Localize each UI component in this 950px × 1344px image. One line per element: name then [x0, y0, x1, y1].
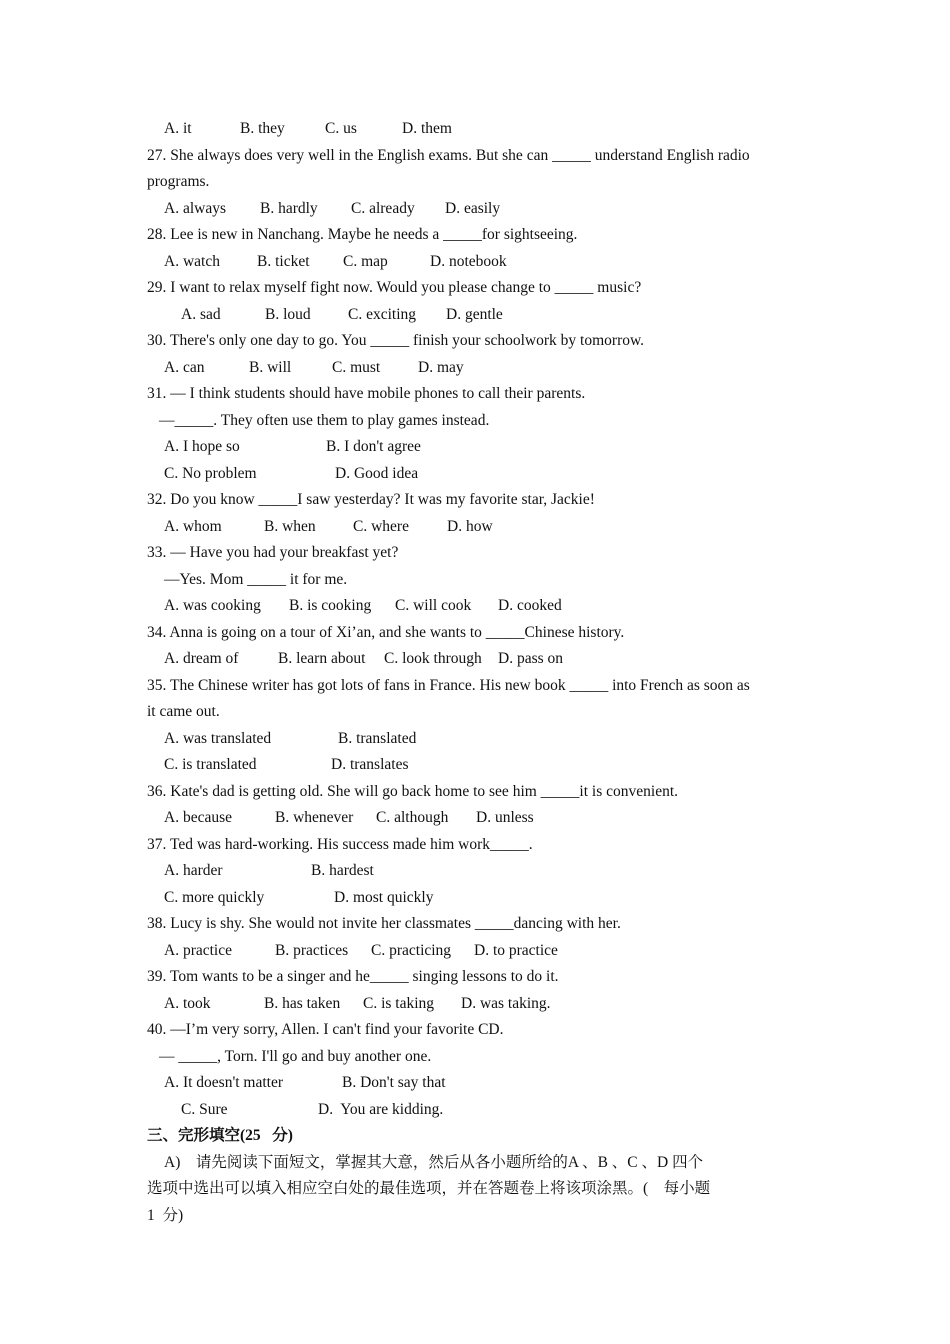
q26-option-a: A. it — [164, 120, 192, 137]
q26-option-c: C. us — [325, 120, 357, 137]
q33-stem: 33. — Have you had your breakfast yet? — [147, 544, 399, 561]
q27-option-d: D. easily — [445, 200, 501, 217]
q30-option-a: A. can — [164, 359, 205, 376]
q33-option-d: D. cooked — [498, 597, 562, 614]
q33-option-c: C. will cook — [395, 597, 472, 614]
q34-option-d: D. pass on — [498, 650, 564, 667]
q35-option-c: C. is translated — [164, 756, 257, 773]
q39-option-a: A. took — [164, 995, 211, 1012]
q27-option-b: B. hardly — [260, 200, 318, 217]
q31-option-a: A. I hope so — [164, 438, 240, 455]
q37-option-b: B. hardest — [311, 862, 374, 879]
q34-stem: 34. Anna is going on a tour of Xi’an, and she wants to _____Chinese history. — [147, 624, 625, 641]
q27-stem-line2: programs. — [147, 173, 210, 190]
section-heading: 三、完形填空(25 分) — [147, 1127, 293, 1144]
q29-stem: 29. I want to relax myself fight now. Would you please change to _____ music? — [147, 279, 642, 296]
q32-option-c: C. where — [353, 518, 409, 535]
q28-stem: 28. Lee is new in Nanchang. Maybe he needs a _____for sightseeing. — [147, 226, 578, 243]
q34-option-c: C. look through — [384, 650, 482, 667]
q27-option-c: C. already — [351, 200, 415, 217]
q35-stem-line2: it came out. — [147, 703, 220, 720]
section-instructions-line3: 1 分) — [147, 1207, 184, 1224]
q27-stem-line1: 27. She always does very well in the English exams. But she can _____ understand English radio — [147, 147, 750, 164]
q37-stem: 37. Ted was hard-working. His success made him work_____. — [147, 836, 533, 853]
q35-option-d: D. translates — [331, 756, 409, 773]
q28-option-d: D. notebook — [430, 253, 507, 270]
q40-option-c: C. Sure — [181, 1101, 228, 1118]
q36-option-c: C. although — [376, 809, 449, 826]
q38-option-a: A. practice — [164, 942, 232, 959]
q36-option-b: B. whenever — [275, 809, 354, 826]
q31-option-b: B. I don't agree — [326, 438, 421, 455]
q31-option-c: C. No problem — [164, 465, 257, 482]
q39-option-d: D. was taking. — [461, 995, 551, 1012]
q29-option-a: A. sad — [181, 306, 221, 323]
q32-option-b: B. when — [264, 518, 316, 535]
q35-stem-line1: 35. The Chinese writer has got lots of fans in France. His new book _____ into French as soon as — [147, 677, 750, 694]
q34-option-a: A. dream of — [164, 650, 239, 667]
q37-option-a: A. harder — [164, 862, 223, 879]
q37-option-c: C. more quickly — [164, 889, 265, 906]
q32-option-d: D. how — [447, 518, 493, 535]
q28-option-a: A. watch — [164, 253, 220, 270]
q31-reply: —_____. They often use them to play games instead. — [159, 412, 490, 429]
q36-option-a: A. because — [164, 809, 232, 826]
q26-option-d: D. them — [402, 120, 452, 137]
q26-option-b: B. they — [240, 120, 285, 137]
q29-option-c: C. exciting — [348, 306, 417, 323]
q38-option-c: C. practicing — [371, 942, 452, 959]
q36-option-d: D. unless — [476, 809, 534, 826]
q33-option-b: B. is cooking — [289, 597, 372, 614]
q29-option-b: B. loud — [265, 306, 311, 323]
q40-reply: — _____, Torn. I'll go and buy another one. — [159, 1048, 432, 1065]
section-instructions-line2: 选项中选出可以填入相应空白处的最佳选项，并在答题卷上将该项涂黑。( 每小题 — [147, 1180, 711, 1197]
q27-option-a: A. always — [164, 200, 226, 217]
q29-option-d: D. gentle — [446, 306, 503, 323]
q38-option-b: B. practices — [275, 942, 349, 959]
q39-option-c: C. is taking — [363, 995, 435, 1012]
q31-option-d: D. Good idea — [335, 465, 419, 482]
q36-stem: 36. Kate's dad is getting old. She will go back home to see him _____it is convenient. — [147, 783, 679, 800]
q39-option-b: B. has taken — [264, 995, 341, 1012]
q28-option-b: B. ticket — [257, 253, 310, 270]
q38-option-d: D. to practice — [474, 942, 558, 959]
q39-stem: 39. Tom wants to be a singer and he_____ singing lessons to do it. — [147, 968, 559, 985]
q38-stem: 38. Lucy is shy. She would not invite her classmates _____dancing with her. — [147, 915, 621, 932]
q30-option-c: C. must — [332, 359, 381, 376]
q40-stem: 40. —I’m very sorry, Allen. I can't find your favorite CD. — [147, 1021, 504, 1038]
q31-stem: 31. — I think students should have mobile phones to call their parents. — [147, 385, 586, 402]
q40-option-b: B. Don't say that — [342, 1074, 446, 1091]
q33-reply: —Yes. Mom _____ it for me. — [164, 571, 348, 588]
q40-option-d: D. You are kidding. — [318, 1101, 444, 1118]
q32-stem: 32. Do you know _____I saw yesterday? It was my favorite star, Jackie! — [147, 491, 595, 508]
q32-option-a: A. whom — [164, 518, 222, 535]
q35-option-a: A. was translated — [164, 730, 272, 747]
q33-option-a: A. was cooking — [164, 597, 261, 614]
q35-option-b: B. translated — [338, 730, 417, 747]
q30-option-b: B. will — [249, 359, 292, 376]
q37-option-d: D. most quickly — [334, 889, 434, 906]
section-instructions-line1: A) 请先阅读下面短文，掌握其大意，然后从各小题所给的A 、B 、C 、D 四个 — [164, 1154, 704, 1171]
q40-option-a: A. It doesn't matter — [164, 1074, 284, 1091]
q34-option-b: B. learn about — [278, 650, 366, 667]
q30-option-d: D. may — [418, 359, 464, 376]
q30-stem: 30. There's only one day to go. You _____ finish your schoolwork by tomorrow. — [147, 332, 645, 349]
q28-option-c: C. map — [343, 253, 388, 270]
